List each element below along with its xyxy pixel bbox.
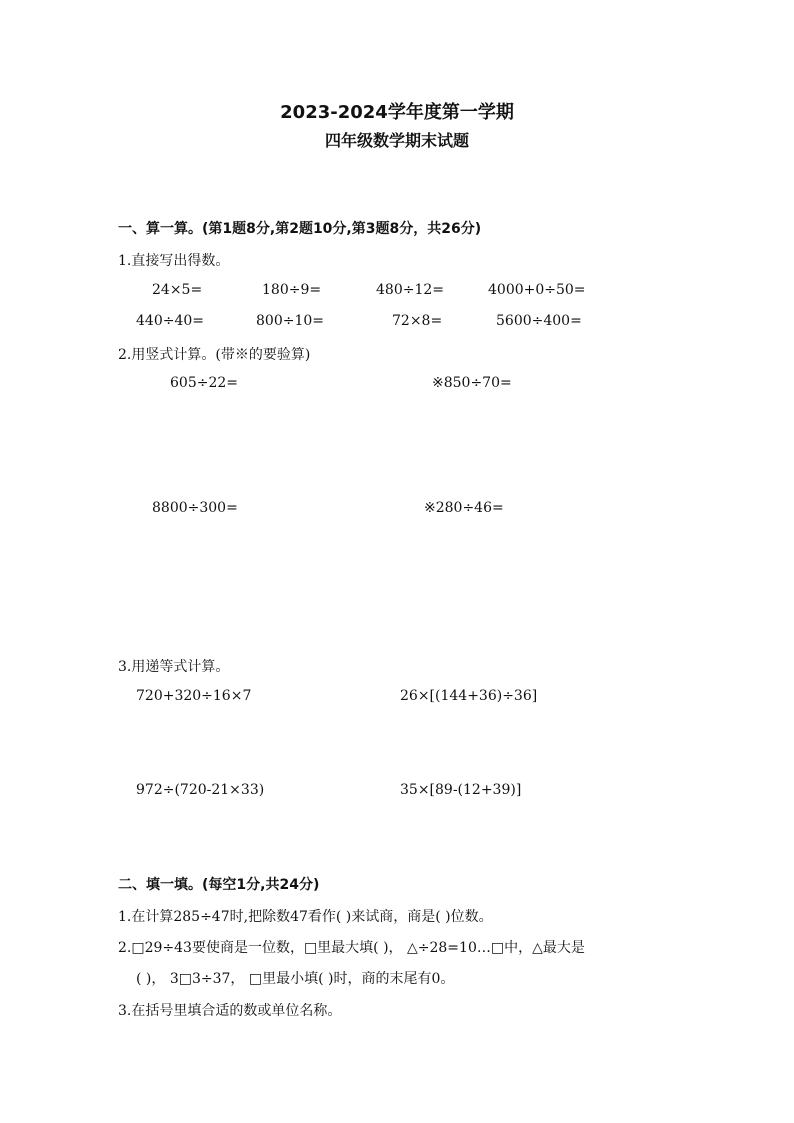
exam-subtitle: 四年级数学期末试题 [324,131,469,150]
section1-heading: 一、算一算。(第1题8分,第2题10分,第3题8分，共26分) [118,221,482,237]
q1-item: 72×8= [392,313,443,329]
exam-title: 2023-2024学年度第一学期 [280,102,514,123]
q2-item: ※280÷46= [424,500,504,516]
section2-heading: 二、填一填。(每空1分,共24分) [118,877,320,893]
q1-item: 440÷40= [136,313,204,329]
fill-q2-line1: 2.□29÷43要使商是一位数，□里最大填( )， △÷28=10…□中，△最大是 [118,940,585,956]
q1-item: 180÷9= [262,282,322,298]
fill-q1: 1.在计算285÷47时,把除数47看作( )来试商，商是( )位数。 [118,909,493,925]
q1-item: 24×5= [152,282,203,298]
q2-item: ※850÷70= [432,375,512,391]
q3-item: 35×[89-(12+39)] [400,782,522,798]
q3-prompt: 3.用递等式计算。 [118,659,230,675]
q1-item: 4000+0÷50= [488,282,586,298]
q3-item: 720+320÷16×7 [136,688,252,704]
q1-item: 5600÷400= [496,313,582,329]
q1-item: 480÷12= [376,282,444,298]
q2-item: 8800÷300= [152,500,238,516]
q2-item: 605÷22= [170,375,238,391]
q3-item: 26×[(144+36)÷36] [400,688,538,704]
fill-q2-line2: ( )， 3□3÷37， □里最小填( )时，商的末尾有0。 [136,971,455,987]
fill-q3: 3.在括号里填合适的数或单位名称。 [118,1003,342,1019]
q2-prompt: 2.用竖式计算。(带※的要验算) [118,347,311,363]
q1-item: 800÷10= [256,313,324,329]
q3-item: 972÷(720-21×33) [136,782,265,798]
q1-prompt: 1.直接写出得数。 [118,253,230,269]
